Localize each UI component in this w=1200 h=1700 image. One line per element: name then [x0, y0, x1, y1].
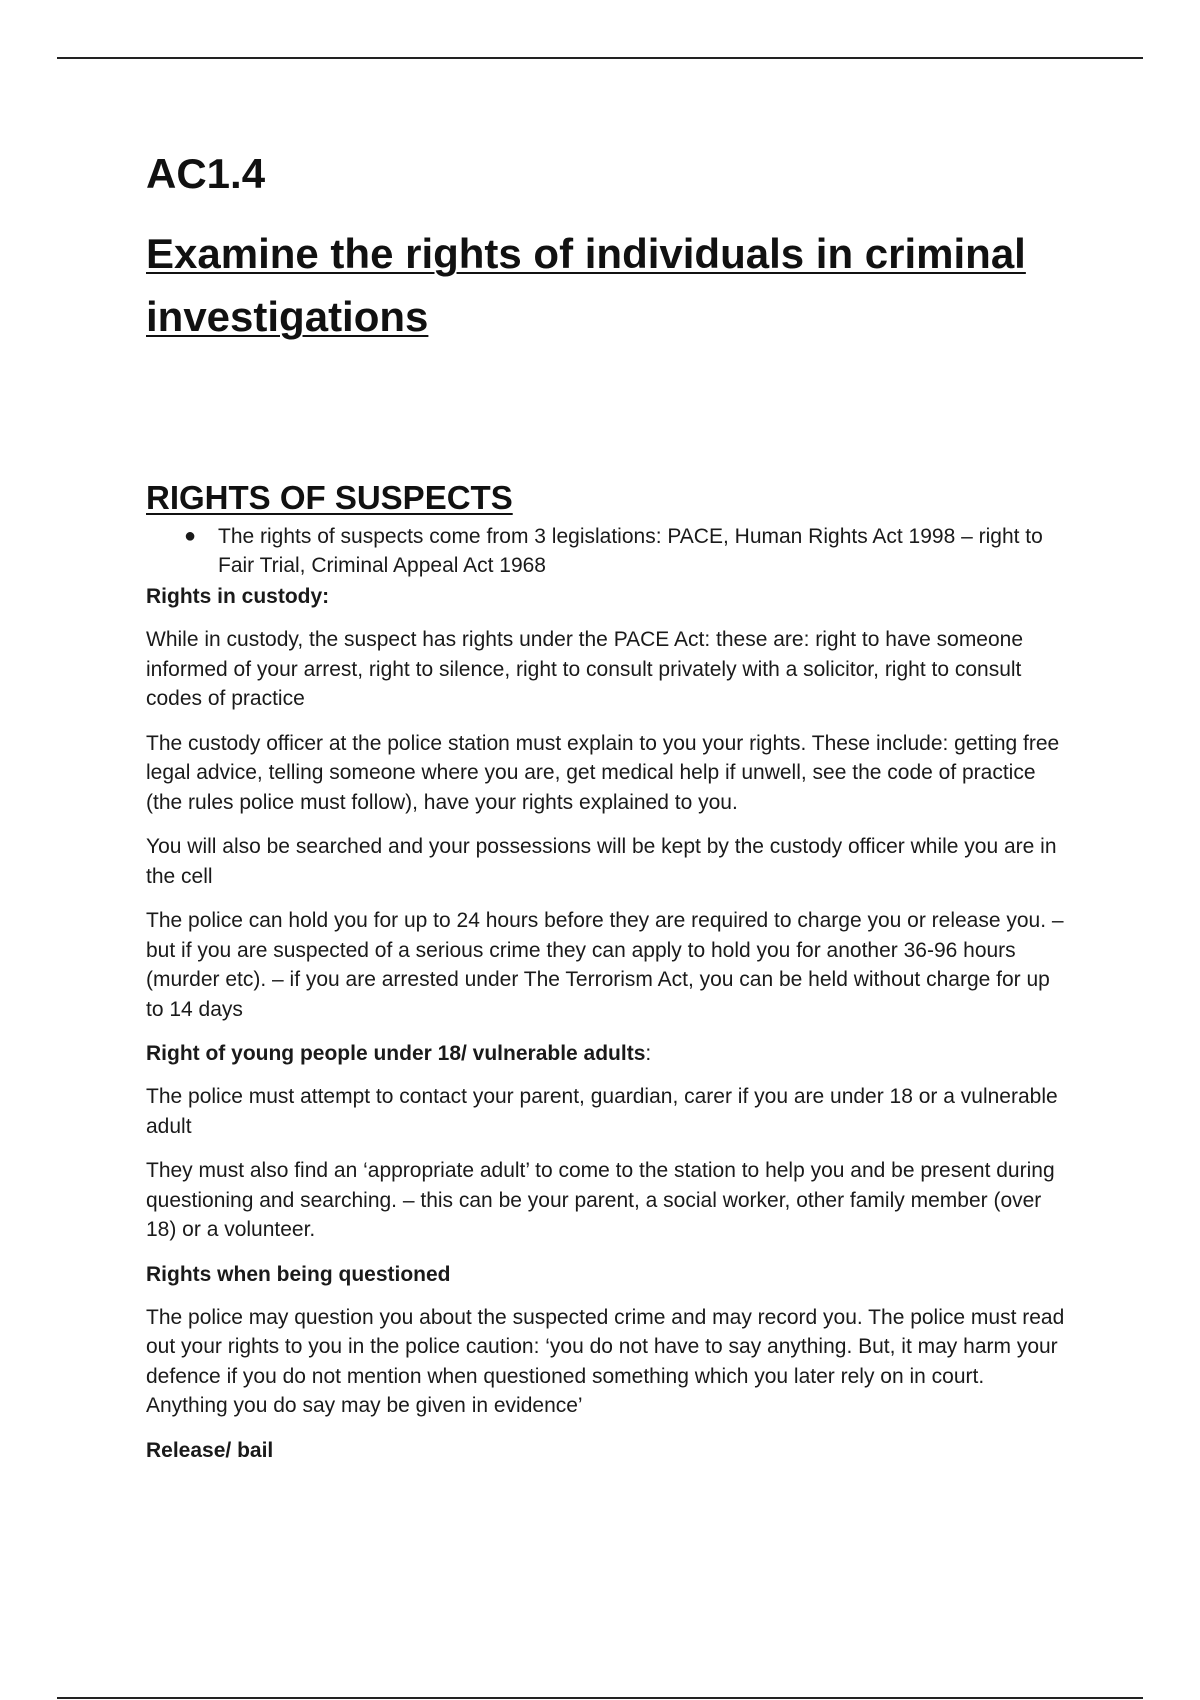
bullet-icon: ●: [184, 525, 197, 547]
subheading-rights-when-questioned: Rights when being questioned: [146, 1262, 451, 1286]
paragraph-appropriate-adult: They must also find an ‘appropriate adult’ to come to the station to help you and be present during questioning and searching. – this can be your parent, a social worker, other family member (over 18) or a volunteer.: [146, 1159, 1055, 1241]
list-item: [184, 522, 1066, 580]
document-body: [146, 150, 1066, 1479]
subheading-young-people: [146, 1039, 1066, 1068]
paragraph-custody-search: You will also be searched and your possessions will be kept by the custody officer while you are in the cell: [146, 835, 1057, 888]
unit-code: AC1.4: [146, 150, 266, 197]
paragraph-custody-detention-time: The police can hold you for up to 24 hours before they are required to charge you or release you. – but if you are suspected of a serious crime they can apply to hold you for another 36-96 hours (murder etc). – if you are arrested under The Terrorism Act, you can be held without charge for up to 14 days: [146, 909, 1064, 1021]
bottom-rule: [57, 1697, 1143, 1699]
paragraph-young-contact-parent: The police must attempt to contact your parent, guardian, carer if you are under 18 or a vulnerable adult: [146, 1085, 1058, 1138]
paragraph-police-caution: The police may question you about the suspected crime and may record you. The police must read out your rights to you in the police caution: ‘you do not have to say anything. But, it may harm your defence if you do not mention when questioned something which you later rely on in court. Anything you do say may be given in evidence’: [146, 1305, 1065, 1417]
subheading-colon: :: [645, 1042, 652, 1065]
subheading-release-bail: Release/ bail: [146, 1438, 274, 1462]
subheading-young-people-text: Right of young people under 18/ vulnerable adults: [146, 1042, 646, 1065]
legislation-bullet-list: [146, 522, 1066, 580]
section-title-rights-of-suspects: RIGHTS OF SUSPECTS: [146, 479, 513, 516]
list-item-text: The rights of suspects come from 3 legislations: PACE, Human Rights Act 1998 – right to Fair Trial, Criminal Appeal Act 1968: [218, 525, 1043, 577]
paragraph-custody-pace: While in custody, the suspect has rights under the PACE Act: these are: right to have someone informed of your arrest, right to silence, right to consult privately with a solicitor, right to consult codes of practice: [146, 628, 1024, 710]
document-title: Examine the rights of individuals in criminal investigations: [146, 230, 1026, 340]
subheading-rights-in-custody: Rights in custody:: [146, 585, 330, 608]
top-rule: [57, 57, 1143, 59]
paragraph-custody-officer: The custody officer at the police station must explain to you your rights. These include: getting free legal advice, telling someone where you are, get medical help if unwell, see the code of practice (the rules police must follow), have your rights explained to you.: [146, 731, 1060, 814]
